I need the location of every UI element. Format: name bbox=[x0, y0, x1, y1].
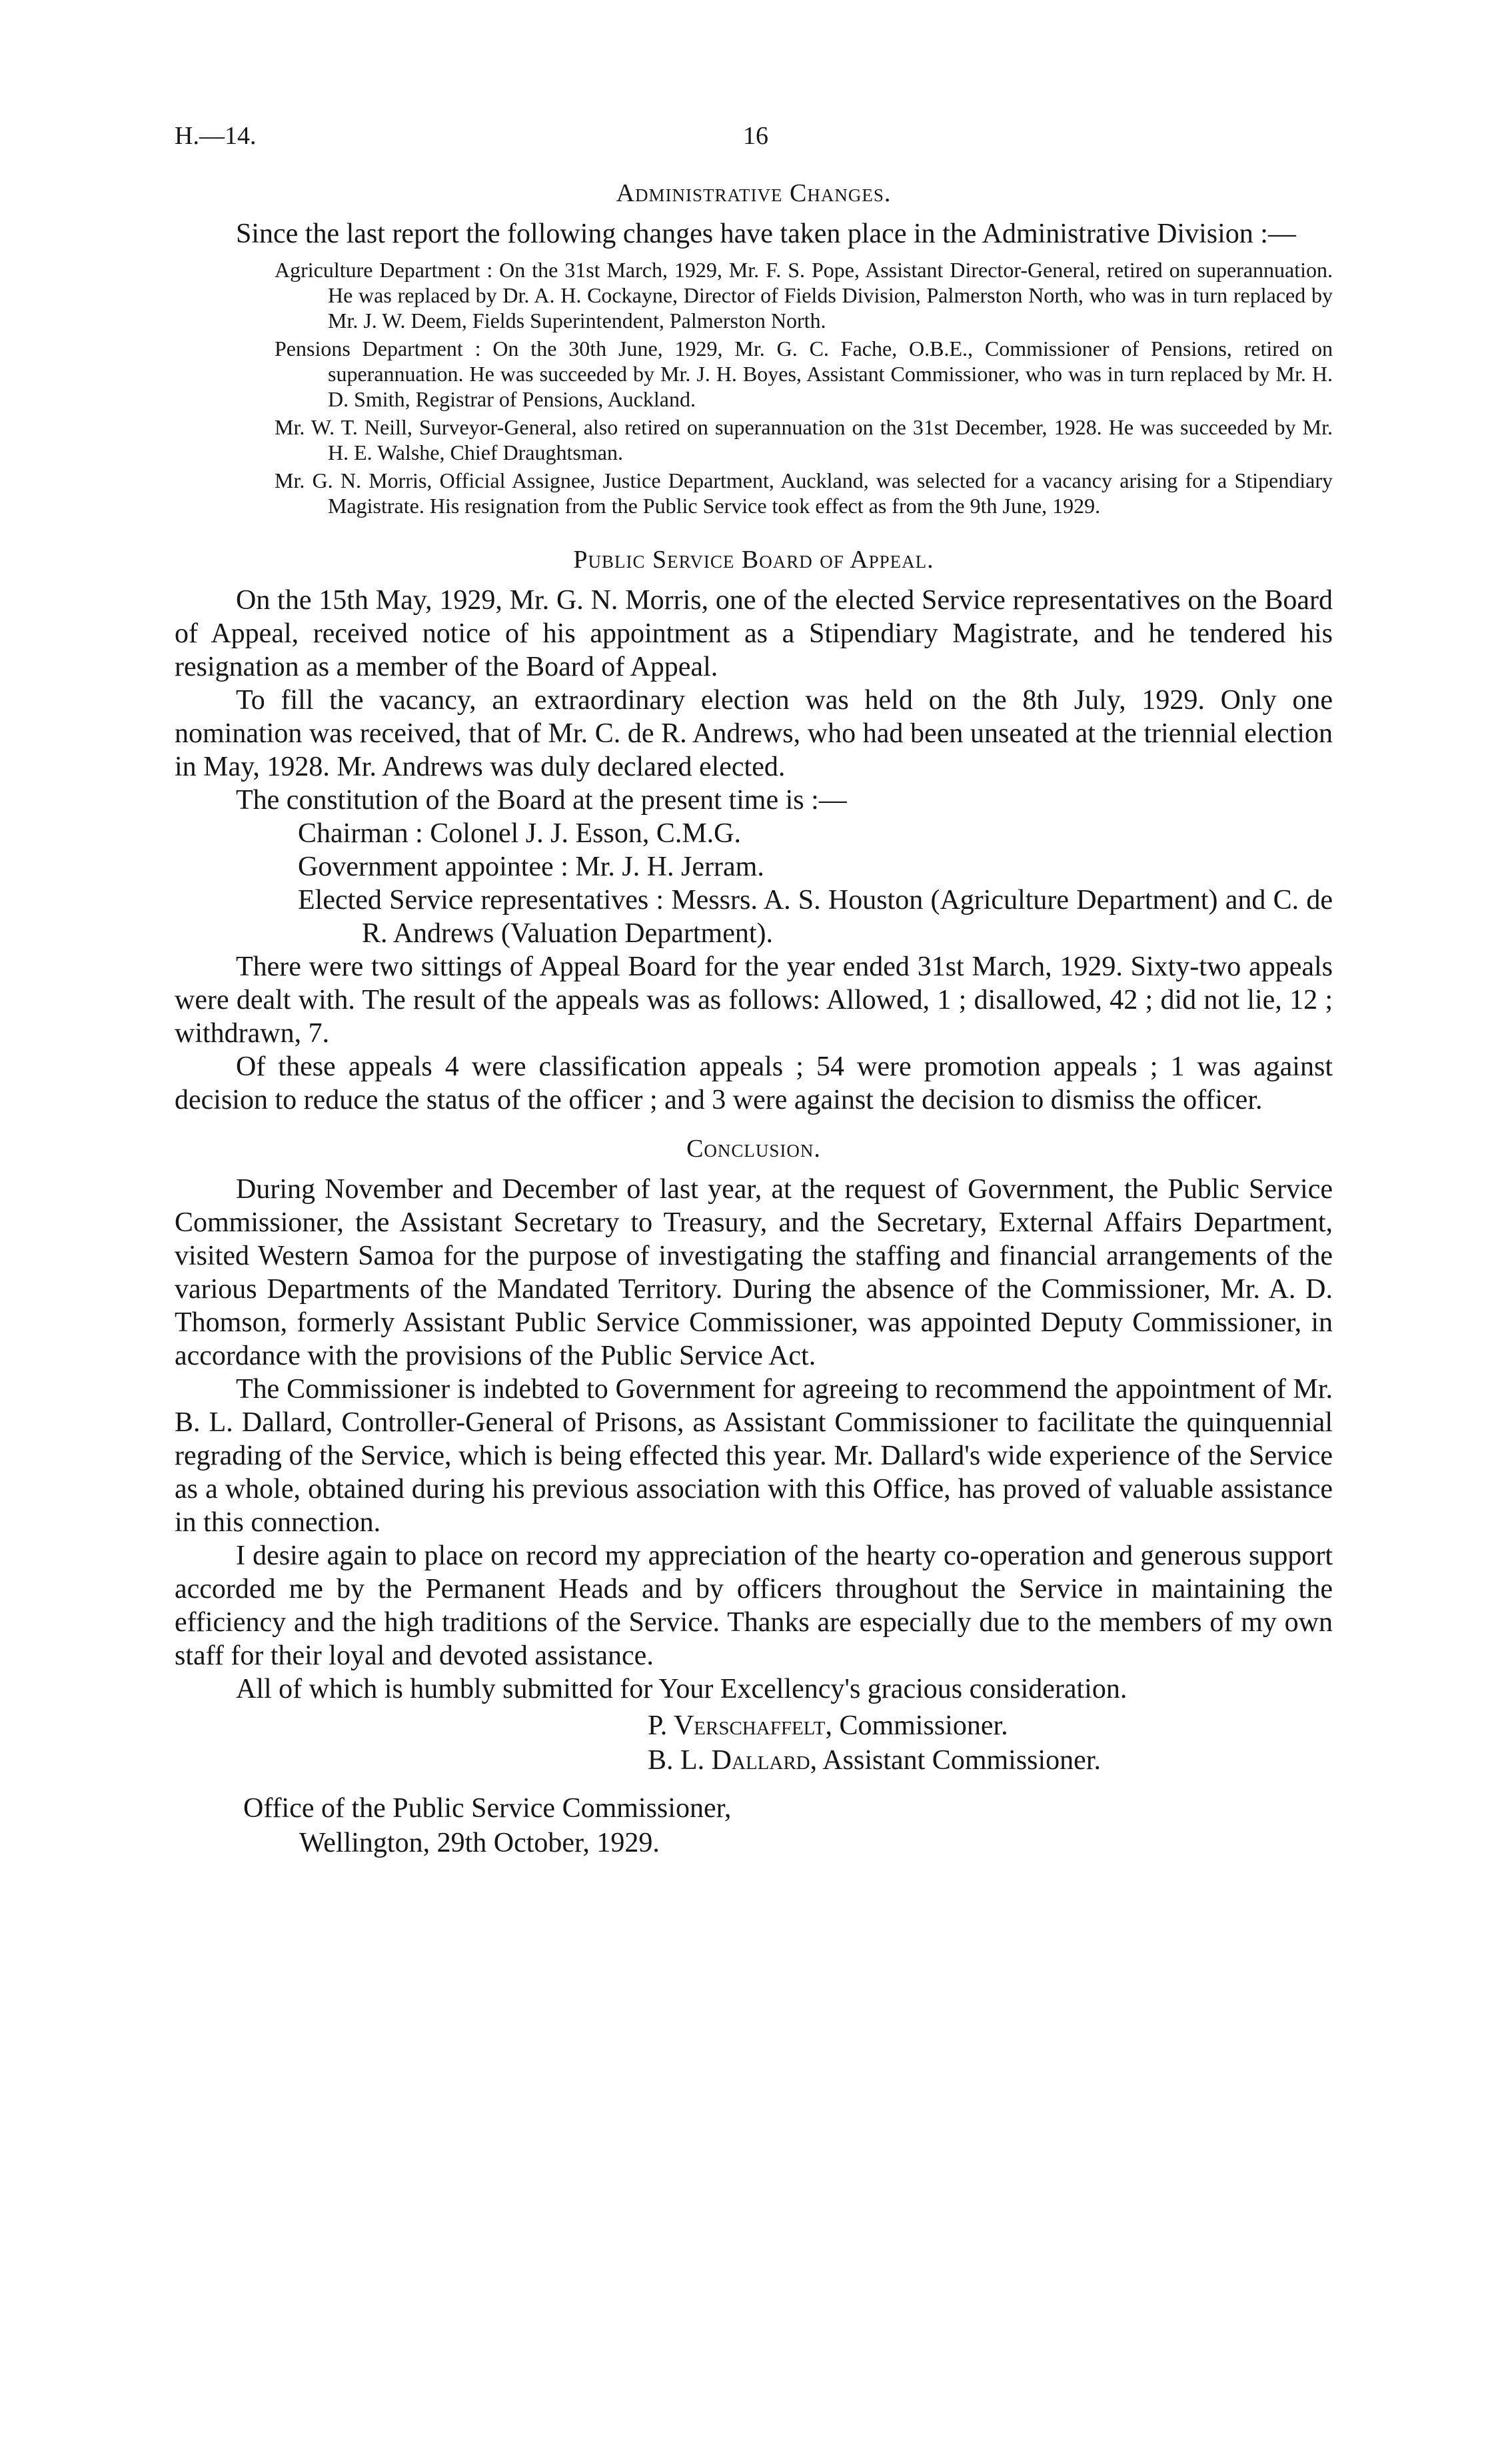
list-item: Agriculture Department : On the 31st March, 1929, Mr. F. S. Pope, Assistant Director-General, retired on superannuation. He was replaced by Dr. A. H. Cockayne, Director of Fields Division, Palmerston North, who was in turn replaced by Mr. J. W. Deem, Fields Superintendent, Palmerston North. bbox=[275, 258, 1333, 332]
document-reference: H.—14. bbox=[175, 122, 257, 150]
administrative-changes-heading: Administrative Changes. bbox=[616, 179, 892, 207]
conclusion-paragraph: All of which is humbly submitted for Your Excellency's gracious consideration. bbox=[236, 1674, 1127, 1704]
signature-line bbox=[648, 1708, 1333, 1743]
board-member-line: Chairman : Colonel J. J. Esson, C.M.G. bbox=[298, 818, 742, 849]
appeal-paragraph: To fill the vacancy, an extraordinary election was held on the 8th July, 1929. Only one nomination was received, that of Mr. C. de R. Andrews, who had been unseated at the triennial election in May, 1928. Mr. Andrews was duly declared elected. bbox=[175, 685, 1333, 782]
office-line: Office of the Public Service Commissioner, bbox=[243, 1793, 732, 1824]
administrative-intro: Since the last report the following changes have taken place in the Administrative Division :— bbox=[236, 219, 1296, 249]
appeal-paragraph: The constitution of the Board at the present time is :— bbox=[236, 785, 847, 816]
list-item: Pensions Department : On the 30th June, 1929, Mr. G. C. Fache, O.B.E., Commissioner of Pensions, retired on superannuation. He was succeeded by Mr. J. H. Boyes, Assistant Commissioner, who was in turn replaced by Mr. H. D. Smith, Registrar of Pensions, Auckland. bbox=[275, 336, 1333, 411]
appeal-paragraph: On the 15th May, 1929, Mr. G. N. Morris, one of the elected Service representatives on the Board of Appeal, received notice of his appointment as a Stipendiary Magistrate, and he tendered his resignation as a member of the Board of Appeal. bbox=[175, 585, 1333, 682]
signatory-name: B. L. Dallard bbox=[648, 1745, 810, 1776]
office-address bbox=[243, 1791, 1333, 1860]
conclusion-paragraph: During November and December of last year, at the request of Government, the Public Service Commissioner, the Assistant Secretary to Treasury, and the Secretary, External Affairs Department, visited Western Samoa for the purpose of investigating the staffing and financial arrangements of the various Departments of the Mandated Territory. During the absence of the Commissioner, Mr. A. D. Thomson, formerly Assistant Public Service Commissioner, was appointed Deputy Commissioner, in accordance with the provisions of the Public Service Act. bbox=[175, 1174, 1333, 1371]
board-member-line: Government appointee : Mr. J. H. Jerram. bbox=[298, 852, 764, 882]
appeal-paragraph: Of these appeals 4 were classification appeals ; 54 were promotion appeals ; 1 was against decision to reduce the status of the officer ; and 3 were against the decision to dismiss the officer. bbox=[175, 1051, 1333, 1115]
administrative-changes-list bbox=[175, 257, 1333, 518]
signature-block bbox=[648, 1708, 1333, 1778]
office-date-line: Wellington, 29th October, 1929. bbox=[299, 1828, 660, 1858]
conclusion-paragraph: The Commissioner is indebted to Government for agreeing to recommend the appointment of Mr. B. L. Dallard, Controller-General of Prisons, as Assistant Commissioner to facilitate the quinquennial regrading of the Service, which is being effected this year. Mr. Dallard's wide experience of the Service as a whole, obtained during his previous association with this Office, has proved of valuable assistance in this connection. bbox=[175, 1374, 1333, 1538]
conclusion-heading: Conclusion. bbox=[686, 1135, 821, 1163]
list-item: Mr. G. N. Morris, Official Assignee, Justice Department, Auckland, was selected for a vacancy arising for a Stipendiary Magistrate. His resignation from the Public Service took effect as from the 9th June, 1929. bbox=[275, 468, 1333, 518]
signatory-title: , Commissioner. bbox=[825, 1710, 1008, 1741]
signatory-name: P. Verschaffelt bbox=[648, 1710, 826, 1741]
board-of-appeal-heading: Public Service Board of Appeal. bbox=[573, 546, 934, 574]
board-constitution-list bbox=[175, 817, 1333, 950]
signature-line bbox=[648, 1743, 1333, 1778]
document-body bbox=[175, 177, 1333, 1860]
list-item: Mr. W. T. Neill, Surveyor-General, also retired on superannuation on the 31st December, 1928. He was succeeded by Mr. H. E. Walshe, Chief Draughtsman. bbox=[275, 415, 1333, 464]
conclusion-paragraph: I desire again to place on record my appreciation of the hearty co-operation and generous support accorded me by the Permanent Heads and by officers throughout the Service in maintaining the efficiency and the high traditions of the Service. Thanks are especially due to the members of my own staff for their loyal and devoted assistance. bbox=[175, 1540, 1333, 1671]
signatory-title: , Assistant Commissioner. bbox=[810, 1745, 1101, 1776]
page-header bbox=[175, 121, 1333, 161]
page-number: 16 bbox=[743, 122, 768, 150]
appeal-paragraph: There were two sittings of Appeal Board for the year ended 31st March, 1929. Sixty-two appeals were dealt with. The result of the appeals was as follows: Allowed, 1 ; disallowed, 42 ; did not lie, 12 ; withdrawn, 7. bbox=[175, 951, 1333, 1049]
board-member-line: Elected Service representatives : Messrs. A. S. Houston (Agriculture Department) and C. de R. Andrews (Valuation Department). bbox=[298, 885, 1333, 949]
